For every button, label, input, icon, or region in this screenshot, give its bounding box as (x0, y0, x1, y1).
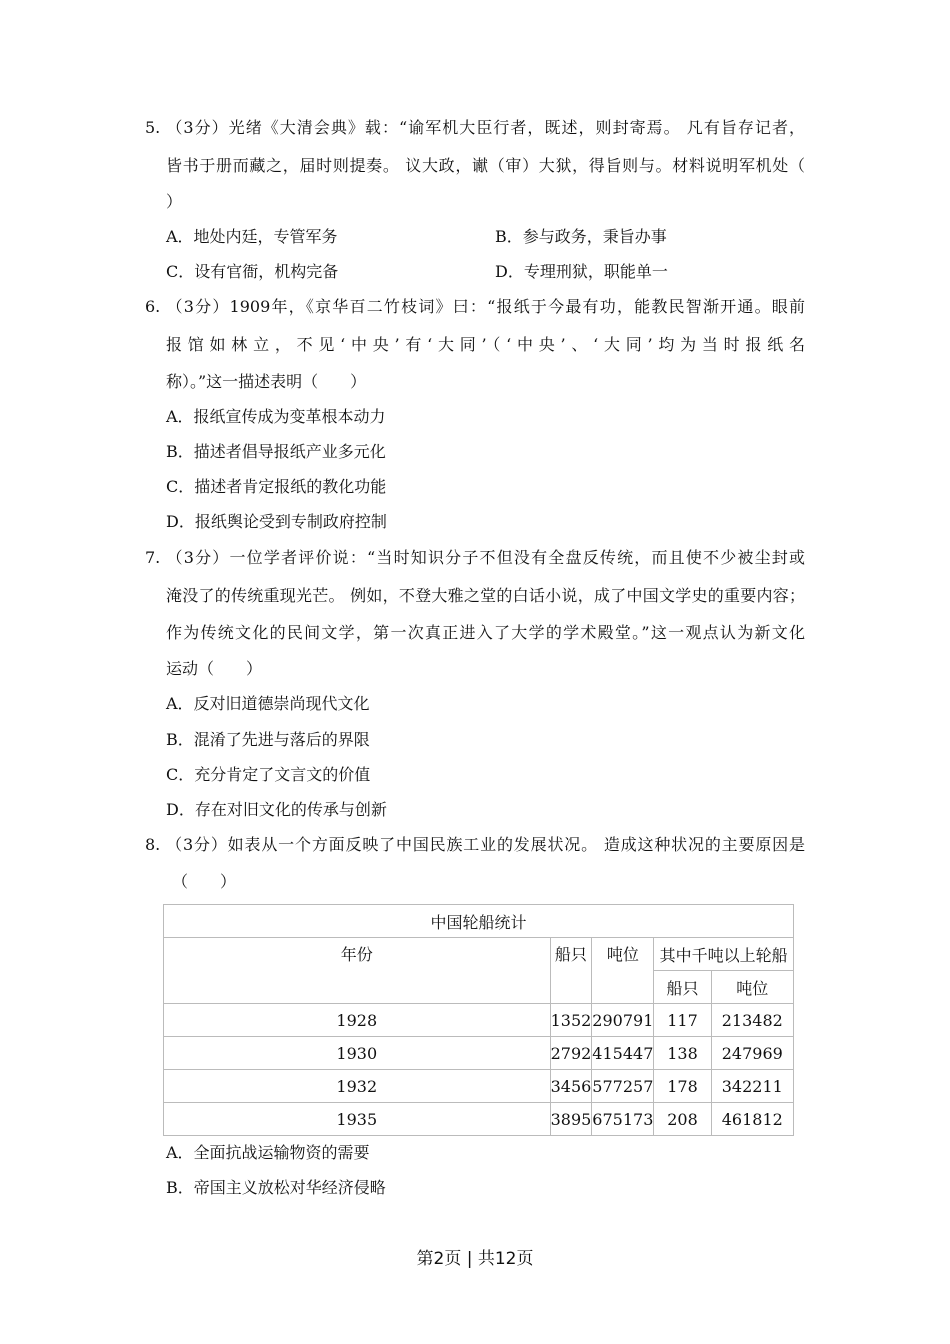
cell-tonnage: 577257 (592, 1070, 654, 1103)
question-7-option-b: B．混淆了先进与落后的界限 (166, 730, 370, 749)
table-row (164, 1037, 794, 1070)
header-year: 年份 (164, 938, 551, 1004)
cell-year: 1935 (164, 1103, 551, 1136)
question-6-line-3: 称）。”这一描述表明（ ） (166, 372, 367, 391)
question-6-option-b: B．描述者倡导报纸产业多元化 (166, 442, 386, 461)
cell-large-ships: 117 (654, 1004, 711, 1037)
question-7-line-4: 运动（ ） (166, 659, 263, 678)
question-8-line-2: （ ） (172, 872, 237, 891)
question-6-line-2: 报馆如林立，不见‘中央’有‘大同’（‘中央’、‘大同’均为当时报纸名 (166, 335, 805, 354)
question-5-line-3: ） (166, 192, 183, 211)
cell-ships: 3456 (550, 1070, 592, 1103)
question-7-line-3: 作为传统文化的民间文学，第一次真正进入了大学的学术殿堂。”这一观点认为新文化 (166, 623, 805, 642)
ship-statistics-table (163, 904, 794, 1136)
cell-year: 1930 (164, 1037, 551, 1070)
question-8-option-b: B．帝国主义放松对华经济侵略 (166, 1178, 386, 1197)
question-7-line-1: 7. （3分）一位学者评价说：“当时知识分子不但没有全盘反传统，而且使不少被尘封或 (145, 548, 805, 567)
table-row (164, 1004, 794, 1037)
header-large-ships: 其中千吨以上轮船 (654, 938, 794, 971)
cell-large-tonnage: 342211 (711, 1070, 793, 1103)
question-6-line-1: 6. （3分）1909年，《京华百二竹枝词》曰：“报纸于今最有功，能教民智渐开通。眼前 (145, 297, 805, 316)
header-tonnage: 吨位 (592, 938, 654, 1004)
question-5-option-a: A．地处内廷，专管军务 (166, 227, 338, 246)
cell-large-ships: 208 (654, 1103, 711, 1136)
question-7-line-2: 淹没了的传统重现光芒。 例如，不登大雅之堂的白话小说，成了中国文学史的重要内容； (166, 586, 805, 605)
cell-tonnage: 415447 (592, 1037, 654, 1070)
table-title: 中国轮船统计 (164, 905, 794, 938)
cell-ships: 1352 (550, 1004, 592, 1037)
question-8-option-a: A．全面抗战运输物资的需要 (166, 1143, 370, 1162)
subheader-tonnage: 吨位 (711, 971, 793, 1004)
table-row (164, 1070, 794, 1103)
cell-large-tonnage: 247969 (711, 1037, 793, 1070)
question-5-line-1: 5. （3分）光绪《大清会典》载：“谕军机大臣行者，既述，则封寄焉。 凡有旨存记者， (145, 118, 805, 137)
cell-large-ships: 138 (654, 1037, 711, 1070)
question-5-option-b: B．参与政务，秉旨办事 (495, 227, 667, 246)
cell-tonnage: 290791 (592, 1004, 654, 1037)
cell-year: 1932 (164, 1070, 551, 1103)
header-ships: 船只 (550, 938, 592, 1004)
question-6-option-d: D．报纸舆论受到专制政府控制 (166, 512, 387, 531)
page-footer: 第2页 | 共12页 (416, 1249, 534, 1269)
question-6-option-a: A．报纸宣传成为变革根本动力 (166, 407, 386, 426)
cell-ships: 3895 (550, 1103, 592, 1136)
question-5-line-2: 皆书于册而藏之，届时则提奏。 议大政，谳（审）大狱，得旨则与。材料说明军机处（ (166, 156, 805, 175)
cell-large-tonnage: 213482 (711, 1004, 793, 1037)
question-5-option-c: C．设有官衙，机构完备 (166, 262, 339, 281)
question-5-option-d: D．专理刑狱，职能单一 (495, 262, 668, 281)
cell-large-ships: 178 (654, 1070, 711, 1103)
cell-tonnage: 675173 (592, 1103, 654, 1136)
question-6-option-c: C．描述者肯定报纸的教化功能 (166, 477, 387, 496)
question-7-option-a: A．反对旧道德崇尚现代文化 (166, 694, 370, 713)
question-7-option-c: C．充分肯定了文言文的价值 (166, 765, 371, 784)
cell-ships: 2792 (550, 1037, 592, 1070)
cell-large-tonnage: 461812 (711, 1103, 793, 1136)
subheader-ships: 船只 (654, 971, 711, 1004)
table-row (164, 1103, 794, 1136)
cell-year: 1928 (164, 1004, 551, 1037)
question-7-option-d: D．存在对旧文化的传承与创新 (166, 800, 387, 819)
question-8-line-1: 8. （3分）如表从一个方面反映了中国民族工业的发展状况。 造成这种状况的主要原因是 (145, 835, 805, 854)
